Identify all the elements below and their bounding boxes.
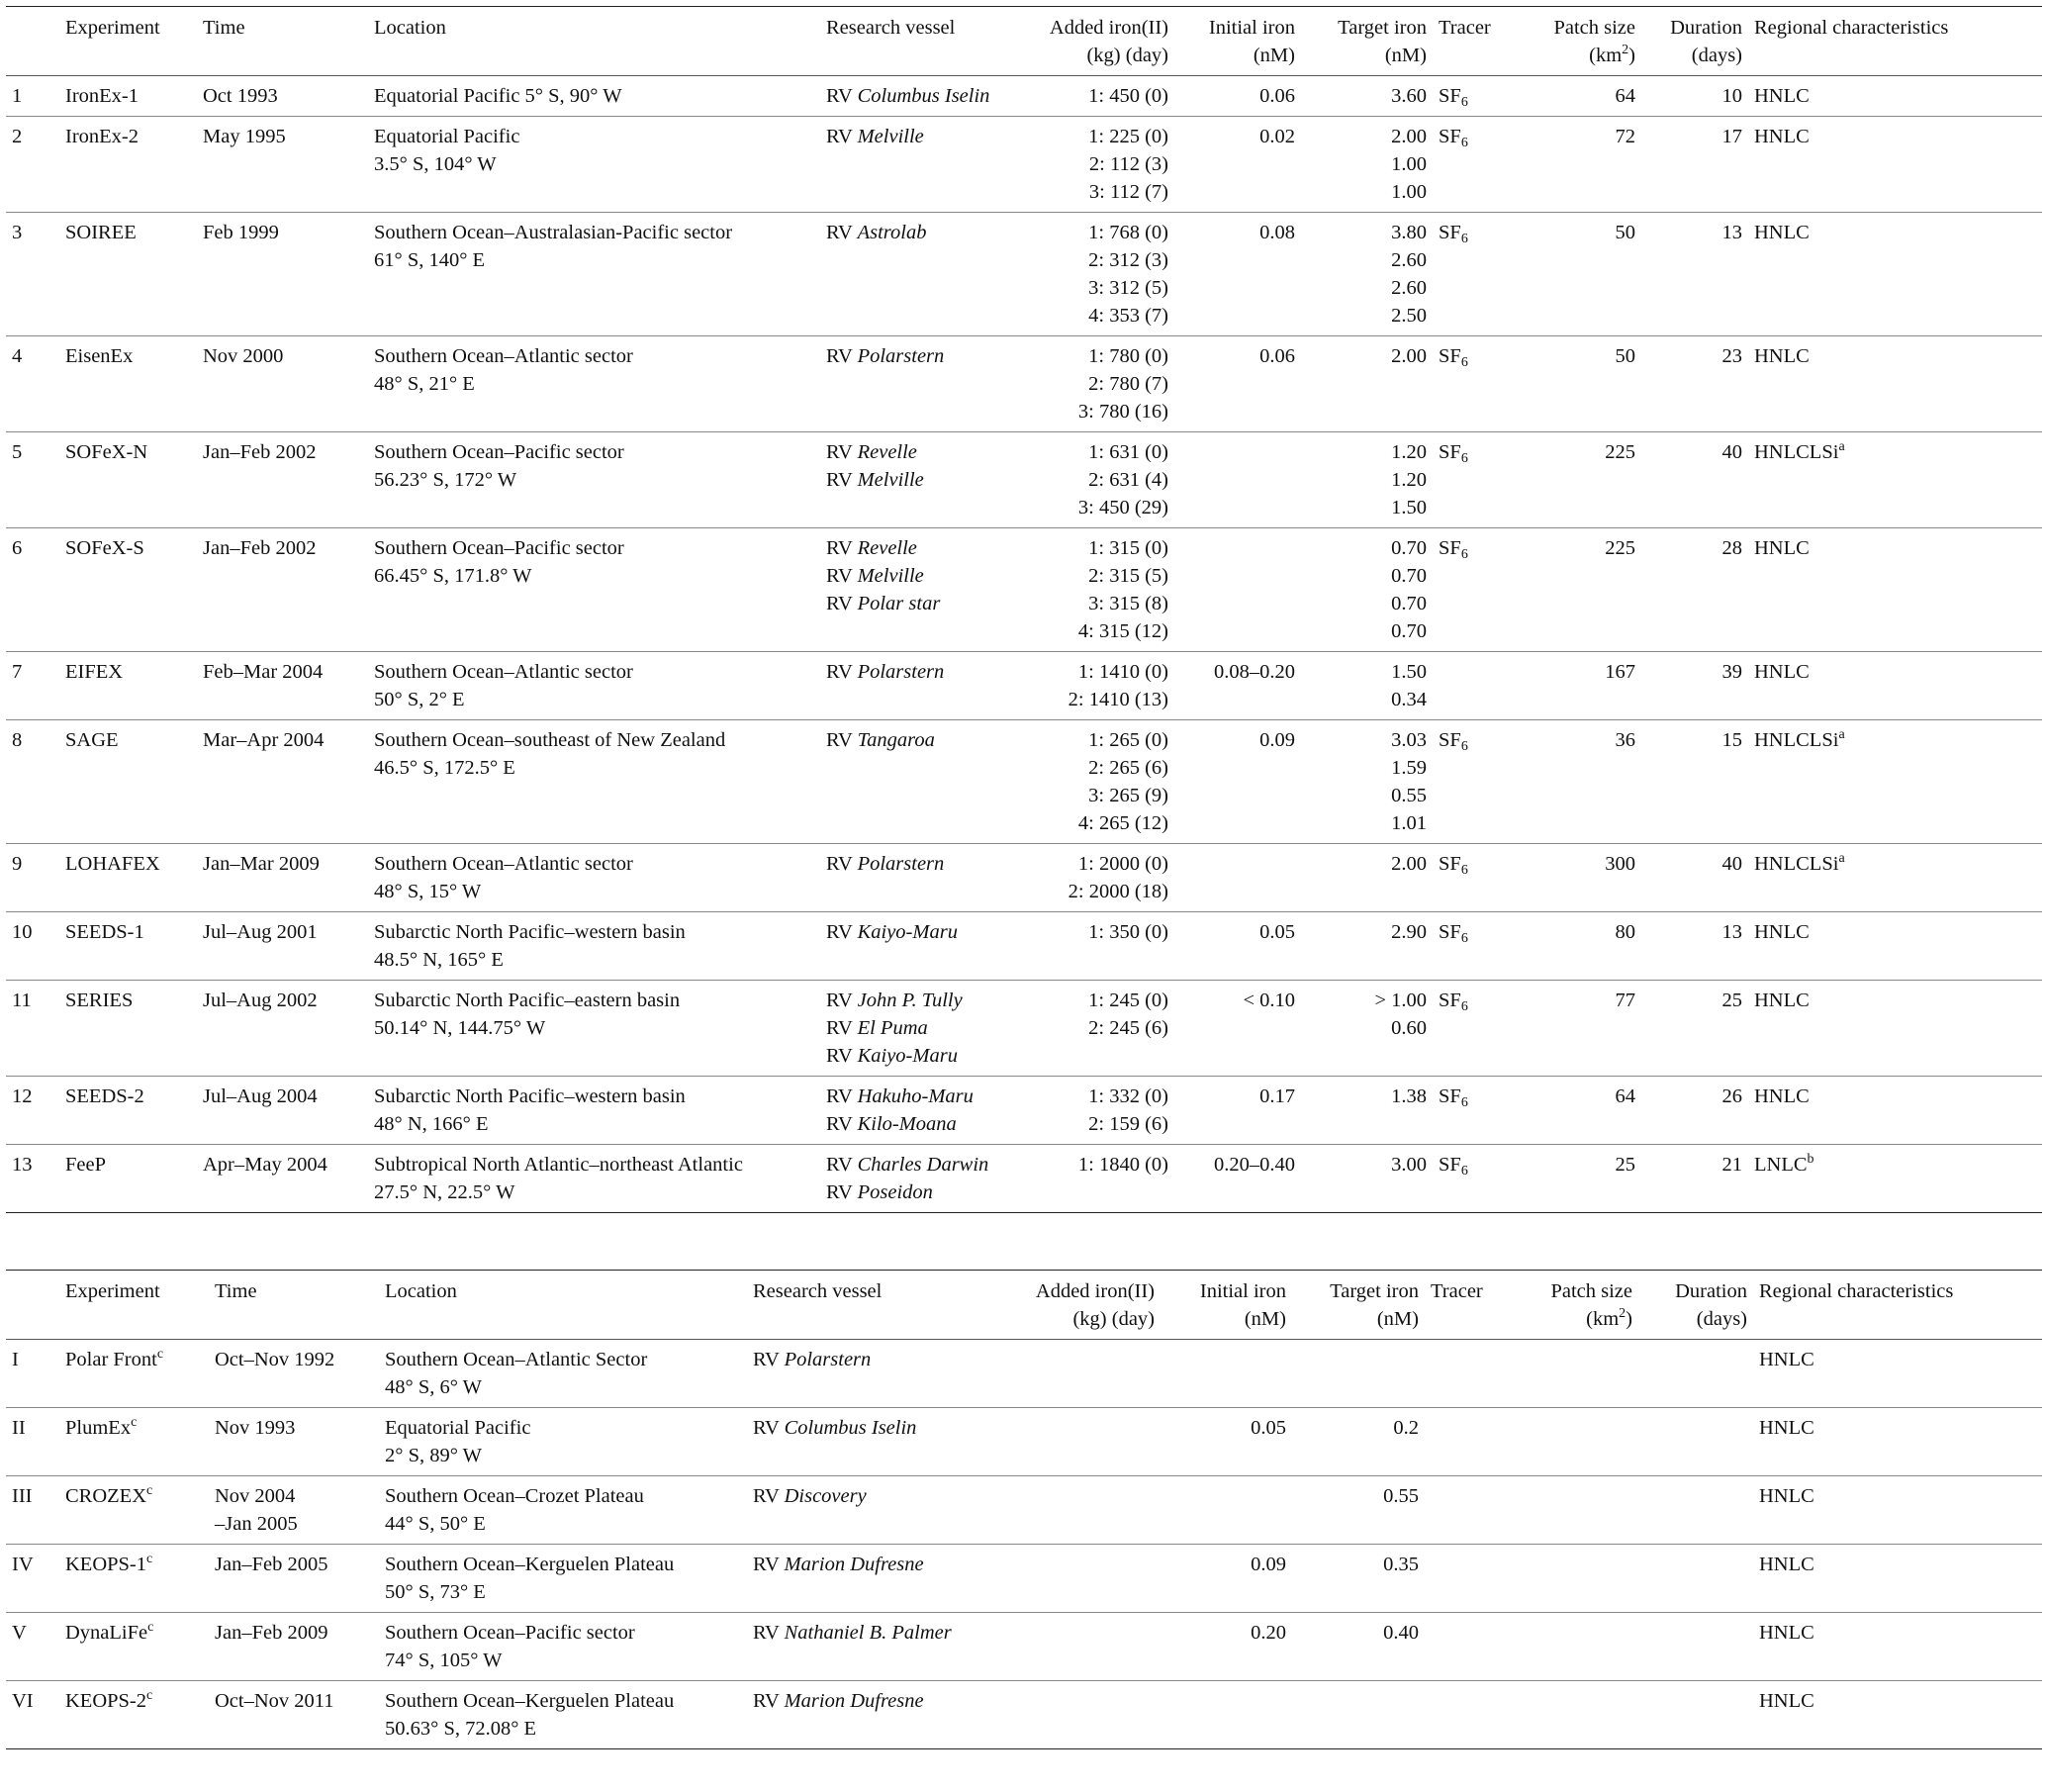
table-row [6, 1613, 2042, 1681]
regional-characteristics: HNLCLSi$^a$ [1754, 439, 1845, 463]
table-row [6, 652, 2042, 720]
experiment-location: Southern Ocean–southeast of New Zealand 46.5° S, 172.5° E [374, 729, 726, 779]
target-iron: 3.00 [1391, 1154, 1427, 1176]
experiment-time: Jan–Feb 2002 [203, 441, 317, 463]
table-row [6, 76, 2042, 117]
initial-iron: 0.06 [1259, 85, 1295, 107]
initial-iron: 0.20 [1251, 1622, 1286, 1644]
experiment-name: SERIES [65, 990, 134, 1011]
research-vessel [820, 1145, 1003, 1213]
patch-size: 25 [1615, 1154, 1635, 1176]
tracer: $SF_6$ [1439, 126, 1468, 150]
table-row [6, 720, 2042, 844]
vessel-line: RV Kaiyo-Maru [826, 1045, 958, 1067]
vessel-line: RV Hakuho-Maru [826, 1085, 974, 1107]
vessel-line: RV Melville [826, 469, 924, 491]
header-initial-iron: Initial iron (nM) [1208, 17, 1295, 66]
table-row [6, 336, 2042, 432]
experiment-name: KEOPS-2$^c$ [65, 1688, 153, 1712]
added-iron: 1: 350 (0) [1088, 921, 1168, 943]
research-vessel [820, 76, 1003, 117]
research-vessel [820, 1077, 1003, 1145]
vessel-line: RV El Puma [826, 1017, 928, 1039]
target-iron: 2.00 1.00 1.00 [1391, 126, 1427, 203]
table-row [6, 432, 2042, 528]
table-row [6, 1545, 2042, 1613]
header-patch-size: Patch size $(km^2)$ [1550, 1280, 1632, 1330]
experiment-location: Southern Ocean–Crozet Plateau 44° S, 50° E [385, 1485, 644, 1535]
experiment-name: CROZEX$^c$ [65, 1483, 153, 1507]
table-row [6, 912, 2042, 981]
experiment-time: Nov 2000 [203, 345, 284, 367]
experiment-location: Subtropical North Atlantic–northeast Atlantic 27.5° N, 22.5° W [374, 1154, 743, 1203]
vessel-line: RV Polarstern [826, 853, 945, 875]
row-number: 4 [12, 345, 23, 367]
initial-iron [1174, 844, 1301, 912]
vessel-line: RV Charles Darwin [826, 1154, 989, 1176]
table-row [6, 1681, 2042, 1749]
patch-size [1515, 1340, 1638, 1408]
target-iron: 3.03 1.59 0.55 1.01 [1391, 729, 1427, 834]
research-vessel [820, 912, 1003, 981]
vessel-line: RV Melville [826, 126, 924, 147]
experiment-location: Equatorial Pacific 2° S, 89° W [385, 1417, 531, 1466]
header-target-iron: Target iron (nM) [1338, 17, 1427, 66]
initial-iron: 0.20–0.40 [1214, 1154, 1295, 1176]
header-duration: Duration (days) [1670, 17, 1742, 66]
research-vessel: RV Marion Dufresne [753, 1554, 924, 1575]
tracer: $SF_6$ [1439, 85, 1468, 110]
experiment-location: Subarctic North Pacific–western basin 48° N, 166° E [374, 1085, 686, 1135]
target-iron [1292, 1340, 1425, 1408]
added-iron: 1: 2000 (0) 2: 2000 (18) [1068, 853, 1168, 902]
research-vessel [820, 528, 1003, 652]
row-number: IV [12, 1554, 34, 1575]
experiment-time: Apr–May 2004 [203, 1154, 327, 1176]
vessel-line: RV Melville [826, 565, 924, 587]
table1-body [6, 76, 2042, 1213]
target-iron: 3.80 2.60 2.60 2.50 [1391, 222, 1427, 327]
added-iron: 1: 450 (0) [1088, 85, 1168, 107]
experiment-time: Jan–Feb 2002 [203, 537, 317, 559]
target-iron: 2.00 [1391, 853, 1427, 875]
initial-iron: 0.02 [1259, 126, 1295, 147]
row-number: 8 [12, 729, 23, 751]
header-location: Location [374, 17, 446, 39]
experiment-location: Subarctic North Pacific–western basin 48.5° N, 165° E [374, 921, 686, 971]
duration: 13 [1721, 921, 1742, 943]
target-iron: 0.35 [1383, 1554, 1419, 1575]
research-vessel: RV Marion Dufresne [753, 1690, 924, 1712]
experiment-time: May 1995 [203, 126, 286, 147]
patch-size: 50 [1615, 222, 1635, 243]
target-iron: 2.90 [1391, 921, 1427, 943]
duration: 25 [1721, 990, 1742, 1011]
vessel-line: RV Kilo-Moana [826, 1113, 957, 1135]
regional-characteristics: HNLC [1754, 222, 1810, 243]
row-number: I [12, 1349, 19, 1370]
research-vessel: RV Nathaniel B. Palmer [753, 1622, 952, 1644]
patch-size: 72 [1615, 126, 1635, 147]
tracer [1425, 1408, 1515, 1476]
tracer: $SF_6$ [1439, 1085, 1468, 1110]
header-experiment: Experiment [65, 1280, 160, 1302]
vessel-line: RV John P. Tully [826, 990, 963, 1011]
row-number: 7 [12, 661, 23, 683]
header-number [6, 7, 59, 76]
duration [1638, 1545, 1753, 1613]
added-iron: 1: 631 (0) 2: 631 (4) 3: 450 (29) [1077, 441, 1168, 519]
added-iron [1007, 1476, 1161, 1545]
header-regional-characteristics: Regional characteristics [1754, 17, 1949, 39]
added-iron [1007, 1340, 1161, 1408]
header-initial-iron: Initial iron (nM) [1199, 1280, 1286, 1330]
regional-characteristics: LNLC$^b$ [1754, 1152, 1814, 1176]
added-iron: 1: 265 (0) 2: 265 (6) 3: 265 (9) 4: 265 (12) [1077, 729, 1168, 834]
added-iron: 1: 1840 (0) [1077, 1154, 1168, 1176]
target-iron: 3.60 [1391, 85, 1427, 107]
row-number: VI [12, 1690, 34, 1712]
row-number: III [12, 1485, 33, 1507]
tracer [1425, 1545, 1515, 1613]
initial-iron [1174, 528, 1301, 652]
regional-characteristics: HNLC [1754, 661, 1810, 683]
vessel-line: RV Columbus Iselin [826, 85, 990, 107]
regional-characteristics: HNLC [1754, 345, 1810, 367]
experiment-time: Jan–Feb 2009 [215, 1622, 328, 1644]
added-iron [1007, 1613, 1161, 1681]
regional-characteristics: HNLC [1754, 990, 1810, 1011]
target-iron: 2.00 [1391, 345, 1427, 367]
initial-iron: 0.09 [1259, 729, 1295, 751]
experiment-name: SEEDS-1 [65, 921, 144, 943]
table-row [6, 1340, 2042, 1408]
duration [1638, 1408, 1753, 1476]
added-iron: 1: 1410 (0) 2: 1410 (13) [1068, 661, 1168, 710]
tracer: $SF_6$ [1439, 853, 1468, 878]
target-iron: 0.70 0.70 0.70 0.70 [1391, 537, 1427, 642]
row-number: 1 [12, 85, 23, 107]
table2-body [6, 1340, 2042, 1749]
regional-characteristics: HNLC [1754, 537, 1810, 559]
header-tracer: Tracer [1431, 1280, 1483, 1302]
header-research-vessel: Research vessel [753, 1280, 883, 1302]
header-duration: Duration (days) [1675, 1280, 1747, 1330]
regional-characteristics: HNLC [1759, 1349, 1814, 1370]
table-row [6, 1476, 2042, 1545]
experiment-time: Feb–Mar 2004 [203, 661, 324, 683]
row-number: 3 [12, 222, 23, 243]
experiment-location: Southern Ocean–Atlantic sector 48° S, 15° W [374, 853, 633, 902]
experiment-location: Southern Ocean–Pacific sector 66.45° S, 171.8° W [374, 537, 624, 587]
vessel-line: RV Polarstern [826, 661, 945, 683]
added-iron [1007, 1545, 1161, 1613]
initial-iron [1161, 1681, 1292, 1749]
tracer: $SF_6$ [1439, 729, 1468, 754]
vessel-line: RV Revelle [826, 537, 917, 559]
patch-size: 225 [1605, 441, 1635, 463]
experiment-location: Southern Ocean–Pacific sector 56.23° S, 172° W [374, 441, 624, 491]
initial-iron: 0.05 [1251, 1417, 1286, 1439]
duration [1638, 1613, 1753, 1681]
header-regional-characteristics: Regional characteristics [1759, 1280, 1954, 1302]
added-iron: 1: 225 (0) 2: 112 (3) 3: 112 (7) [1088, 126, 1168, 203]
experiment-location: Southern Ocean–Atlantic sector 50° S, 2° E [374, 661, 633, 710]
experiment-location: Southern Ocean–Atlantic sector 48° S, 21° E [374, 345, 633, 395]
header-target-iron: Target iron (nM) [1330, 1280, 1419, 1330]
experiment-location: Southern Ocean–Atlantic Sector 48° S, 6° W [385, 1349, 648, 1398]
regional-characteristics: HNLC [1759, 1417, 1814, 1439]
table-row [6, 117, 2042, 213]
patch-size: 64 [1615, 1085, 1635, 1107]
duration: 28 [1721, 537, 1742, 559]
experiment-time: Jul–Aug 2002 [203, 990, 318, 1011]
artificial-fertilization-table [6, 6, 2042, 1213]
duration [1638, 1340, 1753, 1408]
experiment-location: Southern Ocean–Kerguelen Plateau 50.63° S, 72.08° E [385, 1690, 675, 1740]
target-iron: 1.50 0.34 [1391, 661, 1427, 710]
vessel-line: RV Kaiyo-Maru [826, 921, 958, 943]
target-iron: 1.20 1.20 1.50 [1391, 441, 1427, 519]
experiment-time: Oct 1993 [203, 85, 278, 107]
patch-size: 80 [1615, 921, 1635, 943]
tracer [1433, 652, 1518, 720]
target-iron: 1.38 [1391, 1085, 1427, 1107]
regional-characteristics: HNLC [1754, 126, 1810, 147]
tracer: $SF_6$ [1439, 1154, 1468, 1179]
tracer [1425, 1613, 1515, 1681]
tracer: $SF_6$ [1439, 441, 1468, 466]
experiment-name: SOFeX-N [65, 441, 148, 463]
research-vessel [820, 432, 1003, 528]
experiment-name: FeeP [65, 1154, 106, 1176]
initial-iron: 0.06 [1259, 345, 1295, 367]
experiment-name: PlumEx$^c$ [65, 1415, 138, 1439]
added-iron: 1: 332 (0) 2: 159 (6) [1088, 1085, 1168, 1135]
initial-iron: < 0.10 [1243, 990, 1295, 1011]
added-iron: 1: 245 (0) 2: 245 (6) [1088, 990, 1168, 1039]
header-location: Location [385, 1280, 457, 1302]
research-vessel: RV Discovery [753, 1485, 867, 1507]
experiment-location: Southern Ocean–Pacific sector 74° S, 105° W [385, 1622, 635, 1671]
regional-characteristics: HNLCLSi$^a$ [1754, 727, 1845, 751]
tracer: $SF_6$ [1439, 222, 1468, 246]
duration: 15 [1721, 729, 1742, 751]
experiment-time: Mar–Apr 2004 [203, 729, 325, 751]
experiment-time: Oct–Nov 1992 [215, 1349, 335, 1370]
patch-size: 64 [1615, 85, 1635, 107]
duration [1638, 1476, 1753, 1545]
header-patch-size: Patch size $(km^2)$ [1553, 17, 1635, 66]
initial-iron [1161, 1476, 1292, 1545]
table-row [6, 528, 2042, 652]
row-number: 5 [12, 441, 23, 463]
experiment-name: Polar Front$^c$ [65, 1347, 164, 1370]
experiment-name: KEOPS-1$^c$ [65, 1552, 153, 1575]
duration: 21 [1721, 1154, 1742, 1176]
added-iron: 1: 780 (0) 2: 780 (7) 3: 780 (16) [1077, 345, 1168, 423]
table-row [6, 1408, 2042, 1476]
research-vessel [820, 336, 1003, 432]
vessel-line: RV Tangaroa [826, 729, 935, 751]
regional-characteristics: HNLC [1754, 921, 1810, 943]
research-vessel [820, 213, 1003, 336]
patch-size: 50 [1615, 345, 1635, 367]
experiment-name: IronEx-2 [65, 126, 139, 147]
experiment-time: Jan–Mar 2009 [203, 853, 320, 875]
added-iron [1007, 1681, 1161, 1749]
tracer: $SF_6$ [1439, 990, 1468, 1014]
experiment-location: Equatorial Pacific 3.5° S, 104° W [374, 126, 520, 175]
experiment-name: EisenEx [65, 345, 134, 367]
header-number [6, 1271, 59, 1340]
regional-characteristics: HNLC [1759, 1554, 1814, 1575]
duration: 10 [1721, 85, 1742, 107]
initial-iron [1174, 432, 1301, 528]
duration: 40 [1721, 853, 1742, 875]
table-row [6, 981, 2042, 1077]
duration: 40 [1721, 441, 1742, 463]
header-research-vessel: Research vessel [826, 17, 956, 39]
vessel-line: RV Polar star [826, 593, 941, 614]
duration: 26 [1721, 1085, 1742, 1107]
added-iron: 1: 315 (0) 2: 315 (5) 3: 315 (8) 4: 315 (12) [1077, 537, 1168, 642]
initial-iron: 0.05 [1259, 921, 1295, 943]
vessel-line: RV Poseidon [826, 1181, 933, 1203]
natural-fertilization-table [6, 1270, 2042, 1749]
regional-characteristics: HNLCLSi$^a$ [1754, 851, 1845, 875]
table-row [6, 1145, 2042, 1213]
duration: 17 [1721, 126, 1742, 147]
patch-size: 167 [1605, 661, 1635, 683]
initial-iron: 0.08 [1259, 222, 1295, 243]
patch-size: 225 [1605, 537, 1635, 559]
experiment-name: LOHAFEX [65, 853, 160, 875]
regional-characteristics: HNLC [1754, 85, 1810, 107]
row-number: 2 [12, 126, 23, 147]
row-number: II [12, 1417, 26, 1439]
header-experiment: Experiment [65, 17, 160, 39]
target-iron: 0.2 [1393, 1417, 1419, 1439]
experiment-name: DynaLiFe$^c$ [65, 1620, 154, 1644]
experiment-time: Jul–Aug 2001 [203, 921, 318, 943]
target-iron: > 1.00 0.60 [1374, 990, 1427, 1039]
added-iron: 1: 768 (0) 2: 312 (3) 3: 312 (5) 4: 353 (7) [1088, 222, 1168, 327]
patch-size [1515, 1408, 1638, 1476]
regional-characteristics: HNLC [1759, 1485, 1814, 1507]
vessel-line: RV Astrolab [826, 222, 927, 243]
patch-size [1515, 1613, 1638, 1681]
vessel-line: RV Revelle [826, 441, 917, 463]
experiment-name: EIFEX [65, 661, 124, 683]
experiment-time: Jan–Feb 2005 [215, 1554, 328, 1575]
tracer [1425, 1681, 1515, 1749]
header-added-iron: Added iron(II) (kg) (day) [1049, 17, 1168, 66]
experiment-location: Equatorial Pacific 5° S, 90° W [374, 85, 622, 107]
header-added-iron: Added iron(II) (kg) (day) [1035, 1280, 1155, 1330]
table-row [6, 1077, 2042, 1145]
tracer: $SF_6$ [1439, 345, 1468, 370]
experiment-time: Oct–Nov 2011 [215, 1690, 334, 1712]
patch-size [1515, 1545, 1638, 1613]
duration: 39 [1721, 661, 1742, 683]
row-number: V [12, 1622, 27, 1644]
target-iron: 0.55 [1383, 1485, 1419, 1507]
initial-iron: 0.17 [1259, 1085, 1295, 1107]
tracer [1425, 1476, 1515, 1545]
header-tracer: Tracer [1439, 17, 1491, 39]
table2-header-row [6, 1271, 2042, 1340]
table-row [6, 844, 2042, 912]
experiment-name: SAGE [65, 729, 119, 751]
added-iron [1007, 1408, 1161, 1476]
duration: 13 [1721, 222, 1742, 243]
row-number: 10 [12, 921, 33, 943]
initial-iron [1161, 1340, 1292, 1408]
experiment-name: SOIREE [65, 222, 137, 243]
research-vessel: RV Polarstern [753, 1349, 872, 1370]
patch-size [1515, 1476, 1638, 1545]
row-number: 9 [12, 853, 23, 875]
patch-size: 300 [1605, 853, 1635, 875]
tracer [1425, 1340, 1515, 1408]
regional-characteristics: HNLC [1759, 1690, 1814, 1712]
research-vessel: RV Columbus Iselin [753, 1417, 917, 1439]
experiment-name: SOFeX-S [65, 537, 144, 559]
experiment-location: Subarctic North Pacific–eastern basin 50.14° N, 144.75° W [374, 990, 681, 1039]
initial-iron: 0.08–0.20 [1214, 661, 1295, 683]
duration [1638, 1681, 1753, 1749]
experiment-time: Nov 1993 [215, 1417, 296, 1439]
experiment-location: Southern Ocean–Australasian-Pacific sector 61° S, 140° E [374, 222, 733, 271]
regional-characteristics: HNLC [1754, 1085, 1810, 1107]
table-row [6, 213, 2042, 336]
row-number: 6 [12, 537, 23, 559]
initial-iron: 0.09 [1251, 1554, 1286, 1575]
patch-size [1515, 1681, 1638, 1749]
duration: 23 [1721, 345, 1742, 367]
patch-size: 36 [1615, 729, 1635, 751]
patch-size: 77 [1615, 990, 1635, 1011]
row-number: 12 [12, 1085, 33, 1107]
row-number: 11 [12, 990, 32, 1011]
row-number: 13 [12, 1154, 33, 1176]
regional-characteristics: HNLC [1759, 1622, 1814, 1644]
header-time: Time [203, 17, 245, 39]
research-vessel [820, 652, 1003, 720]
tracer: $SF_6$ [1439, 921, 1468, 946]
tracer: $SF_6$ [1439, 537, 1468, 562]
research-vessel [820, 981, 1003, 1077]
experiment-time: Jul–Aug 2004 [203, 1085, 318, 1107]
research-vessel [820, 117, 1003, 213]
header-time: Time [215, 1280, 257, 1302]
experiment-time: Nov 2004 –Jan 2005 [215, 1485, 298, 1535]
research-vessel [820, 720, 1003, 844]
experiment-name: IronEx-1 [65, 85, 139, 107]
target-iron: 0.40 [1383, 1622, 1419, 1644]
experiment-time: Feb 1999 [203, 222, 279, 243]
research-vessel [820, 844, 1003, 912]
target-iron [1292, 1681, 1425, 1749]
experiment-location: Southern Ocean–Kerguelen Plateau 50° S, 73° E [385, 1554, 675, 1603]
vessel-line: RV Polarstern [826, 345, 945, 367]
table1-header-row [6, 7, 2042, 76]
experiment-name: SEEDS-2 [65, 1085, 144, 1107]
